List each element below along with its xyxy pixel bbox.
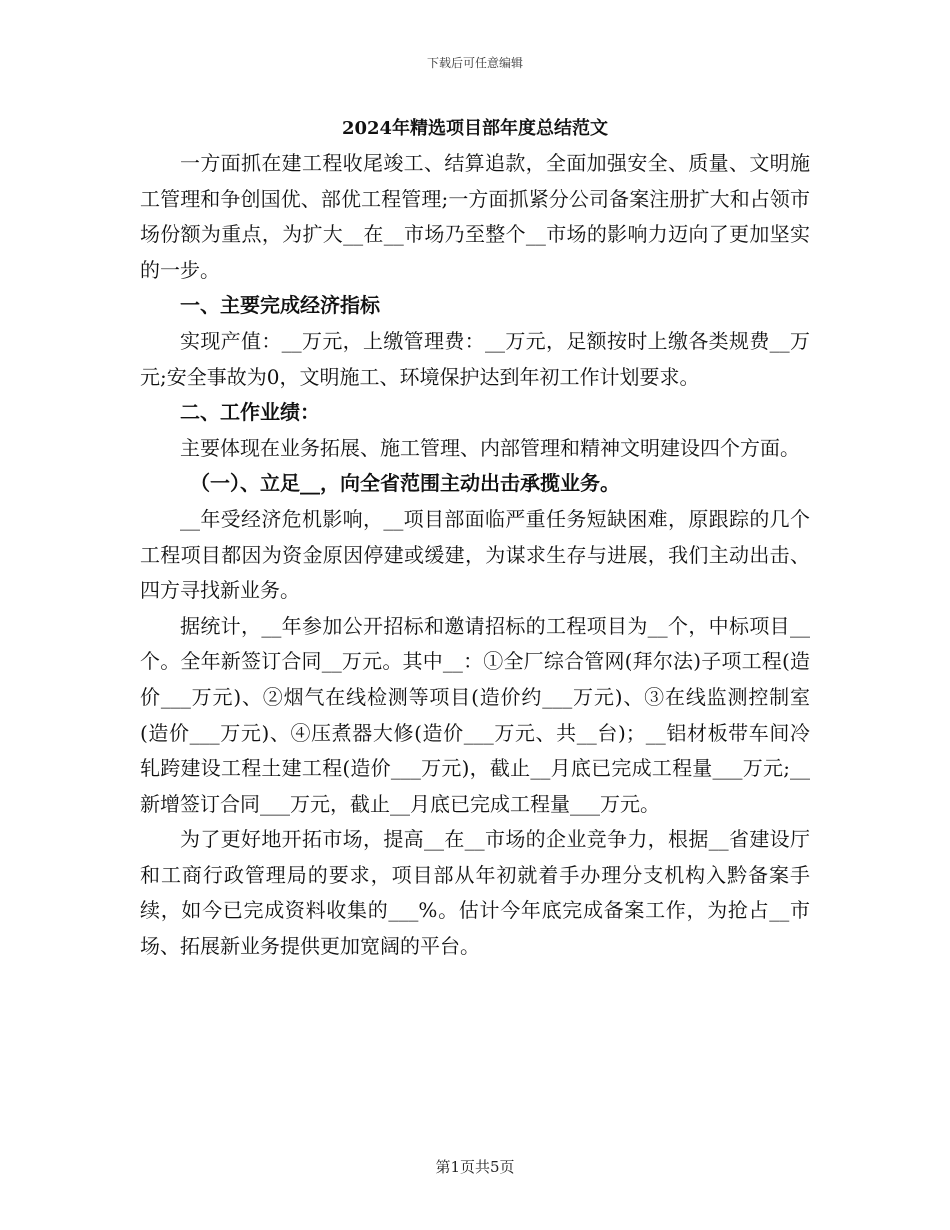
section-heading-economic-indicators: 一、主要完成经济指标 bbox=[180, 293, 380, 318]
header-note: 下载后可任意编辑 bbox=[426, 56, 523, 70]
document-body bbox=[140, 112, 810, 965]
page-footer: 第1页共5页 bbox=[435, 1158, 515, 1176]
work-achievements-paragraph: 主要体现在业务拓展、施工管理、内部管理和精神文明建设四个方面。 bbox=[180, 435, 800, 460]
bidding-statistics-paragraph: 据统计，__年参加公开招标和邀请招标的工程项目为__个，中标项目__个。全年新签订合同__万元。其中__：①全厂综合管网(拜尔法)子项工程(造价___万元)、②烟气在线检测等项目(造价约___万元)、③在线监测控制室(造价___万元)、④压煮器大修(造价___万元、共__台)；__铝材板带车间冷轧跨建设工程土建工程(造价___万元)，截止__月底已完成工程量___万元;__新增签订合同___万元，截止__月底已完成工程量___万元。 bbox=[140, 613, 810, 816]
economic-crisis-paragraph: __年受经济危机影响，__项目部面临严重任务短缺困难，原跟踪的几个工程项目都因为资金原因停建或缓建，为谋求生存与进展，我们主动出击、四方寻找新业务。 bbox=[140, 506, 810, 603]
document-title: 2024年精选项目部年度总结范文 bbox=[341, 118, 609, 139]
intro-paragraph: 一方面抓在建工程收尾竣工、结算追款，全面加强安全、质量、文明施工管理和争创国优、部优工程管理;一方面抓紧分公司备案注册扩大和占领市场份额为重点，为扩大__在__市场乃至整个__市场的影响力迈向了更加坚实的一步。 bbox=[140, 151, 810, 282]
section-heading-work-achievements: 二、工作业绩： bbox=[180, 400, 320, 425]
economic-indicators-paragraph: 实现产值：__万元，上缴管理费：__万元，足额按时上缴各类规费__万元;安全事故为0，文明施工、环境保护达到年初工作计划要求。 bbox=[140, 328, 810, 389]
subsection-heading-business-expansion: （一）、立足__，向全省范围主动出击承揽业务。 bbox=[190, 471, 620, 496]
market-expansion-paragraph: 为了更好地开拓市场，提高__在__市场的企业竞争力，根据__省建设厅和工商行政管理局的要求，项目部从年初就着手办理分支机构入黔备案手续，如今已完成资料收集的___%。估计今年底完成备案工作，为抢占__市场、拓展新业务提供更加宽阔的平台。 bbox=[140, 827, 810, 959]
